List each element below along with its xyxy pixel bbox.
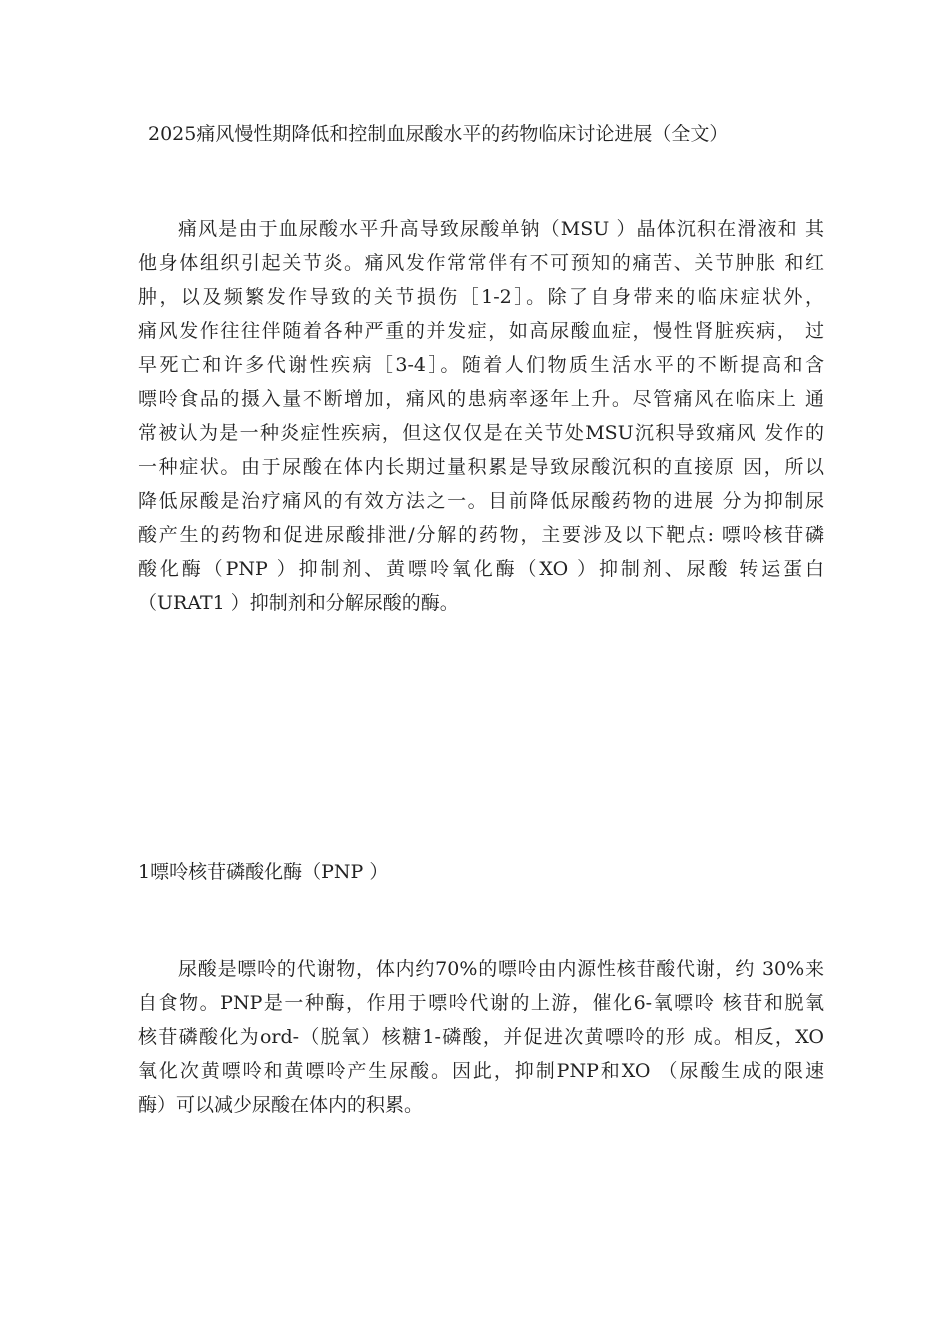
paragraph-line: 酸化酶（PNP ）抑制剂、黄嘌呤氧化酶（XO ）抑制剂、尿酸 转运蛋白 [138, 558, 824, 580]
paragraph-line: （URAT1 ）抑制剂和分解尿酸的酶。 [138, 592, 459, 614]
section-paragraph [138, 952, 824, 1122]
paragraph-line: 他身体组织引起关节炎。痛风发作常常伴有不可预知的痛苦、关节肿胀 和红 [138, 252, 824, 274]
paragraph-line: 嘌呤食品的摄入量不断增加，痛风的患病率逐年上升。尽管痛风在临床上 通 [138, 388, 824, 410]
paragraph-line: 尿酸是嘌呤的代谢物，体内约70%的嘌呤由内源性核苷酸代谢，约 30%来 [178, 958, 824, 980]
paragraph-line: 氧化次黄嘌呤和黄嘌呤产生尿酸。因此，抑制PNP和XO （尿酸生成的限速 [138, 1060, 824, 1082]
paragraph-line: 酸产生的药物和促进尿酸排泄/分解的药物，主要涉及以下靶点: 嘌呤核苷磷 [138, 524, 824, 546]
paragraph-line: 痛风是由于血尿酸水平升高导致尿酸单钠（MSU ）晶体沉积在滑液和 其 [178, 218, 824, 240]
section-heading: 1嘌呤核苷磷酸化酶（PNP ） [138, 861, 389, 883]
paragraph-line: 酶）可以减少尿酸在体内的积累。 [138, 1094, 424, 1116]
paragraph-line: 降低尿酸是治疗痛风的有效方法之一。目前降低尿酸药物的进展 分为抑制尿 [138, 490, 824, 512]
paragraph-line: 自食物。PNP是一种酶，作用于嘌呤代谢的上游，催化6-氧嘌呤 核苷和脱氧 [138, 992, 824, 1014]
paragraph-line: 肿，以及频繁发作导致的关节损伤［1-2］。除了自身带来的临床症状外， [138, 286, 824, 308]
paragraph-line: 核苷磷酸化为ord-（脱氧）核糖1-磷酸，并促进次黄嘌呤的形 成。相反，XO [138, 1026, 824, 1048]
paragraph-line: 痛风发作往往伴随着各种严重的并发症，如高尿酸血症，慢性肾脏疾病， 过 [138, 320, 824, 342]
paragraph-line: 常被认为是一种炎症性疾病，但这仅仅是在关节处MSU沉积导致痛风 发作的 [138, 422, 824, 444]
intro-paragraph [138, 212, 824, 620]
paragraph-line: 一种症状。由于尿酸在体内长期过量积累是导致尿酸沉积的直接原 因，所以 [138, 456, 824, 478]
paragraph-line: 早死亡和许多代谢性疾病［3-4］。随着人们物质生活水平的不断提高和含 [138, 354, 824, 376]
document-title: 2025痛风慢性期降低和控制血尿酸水平的药物临床讨论进展（全文） [148, 123, 729, 145]
